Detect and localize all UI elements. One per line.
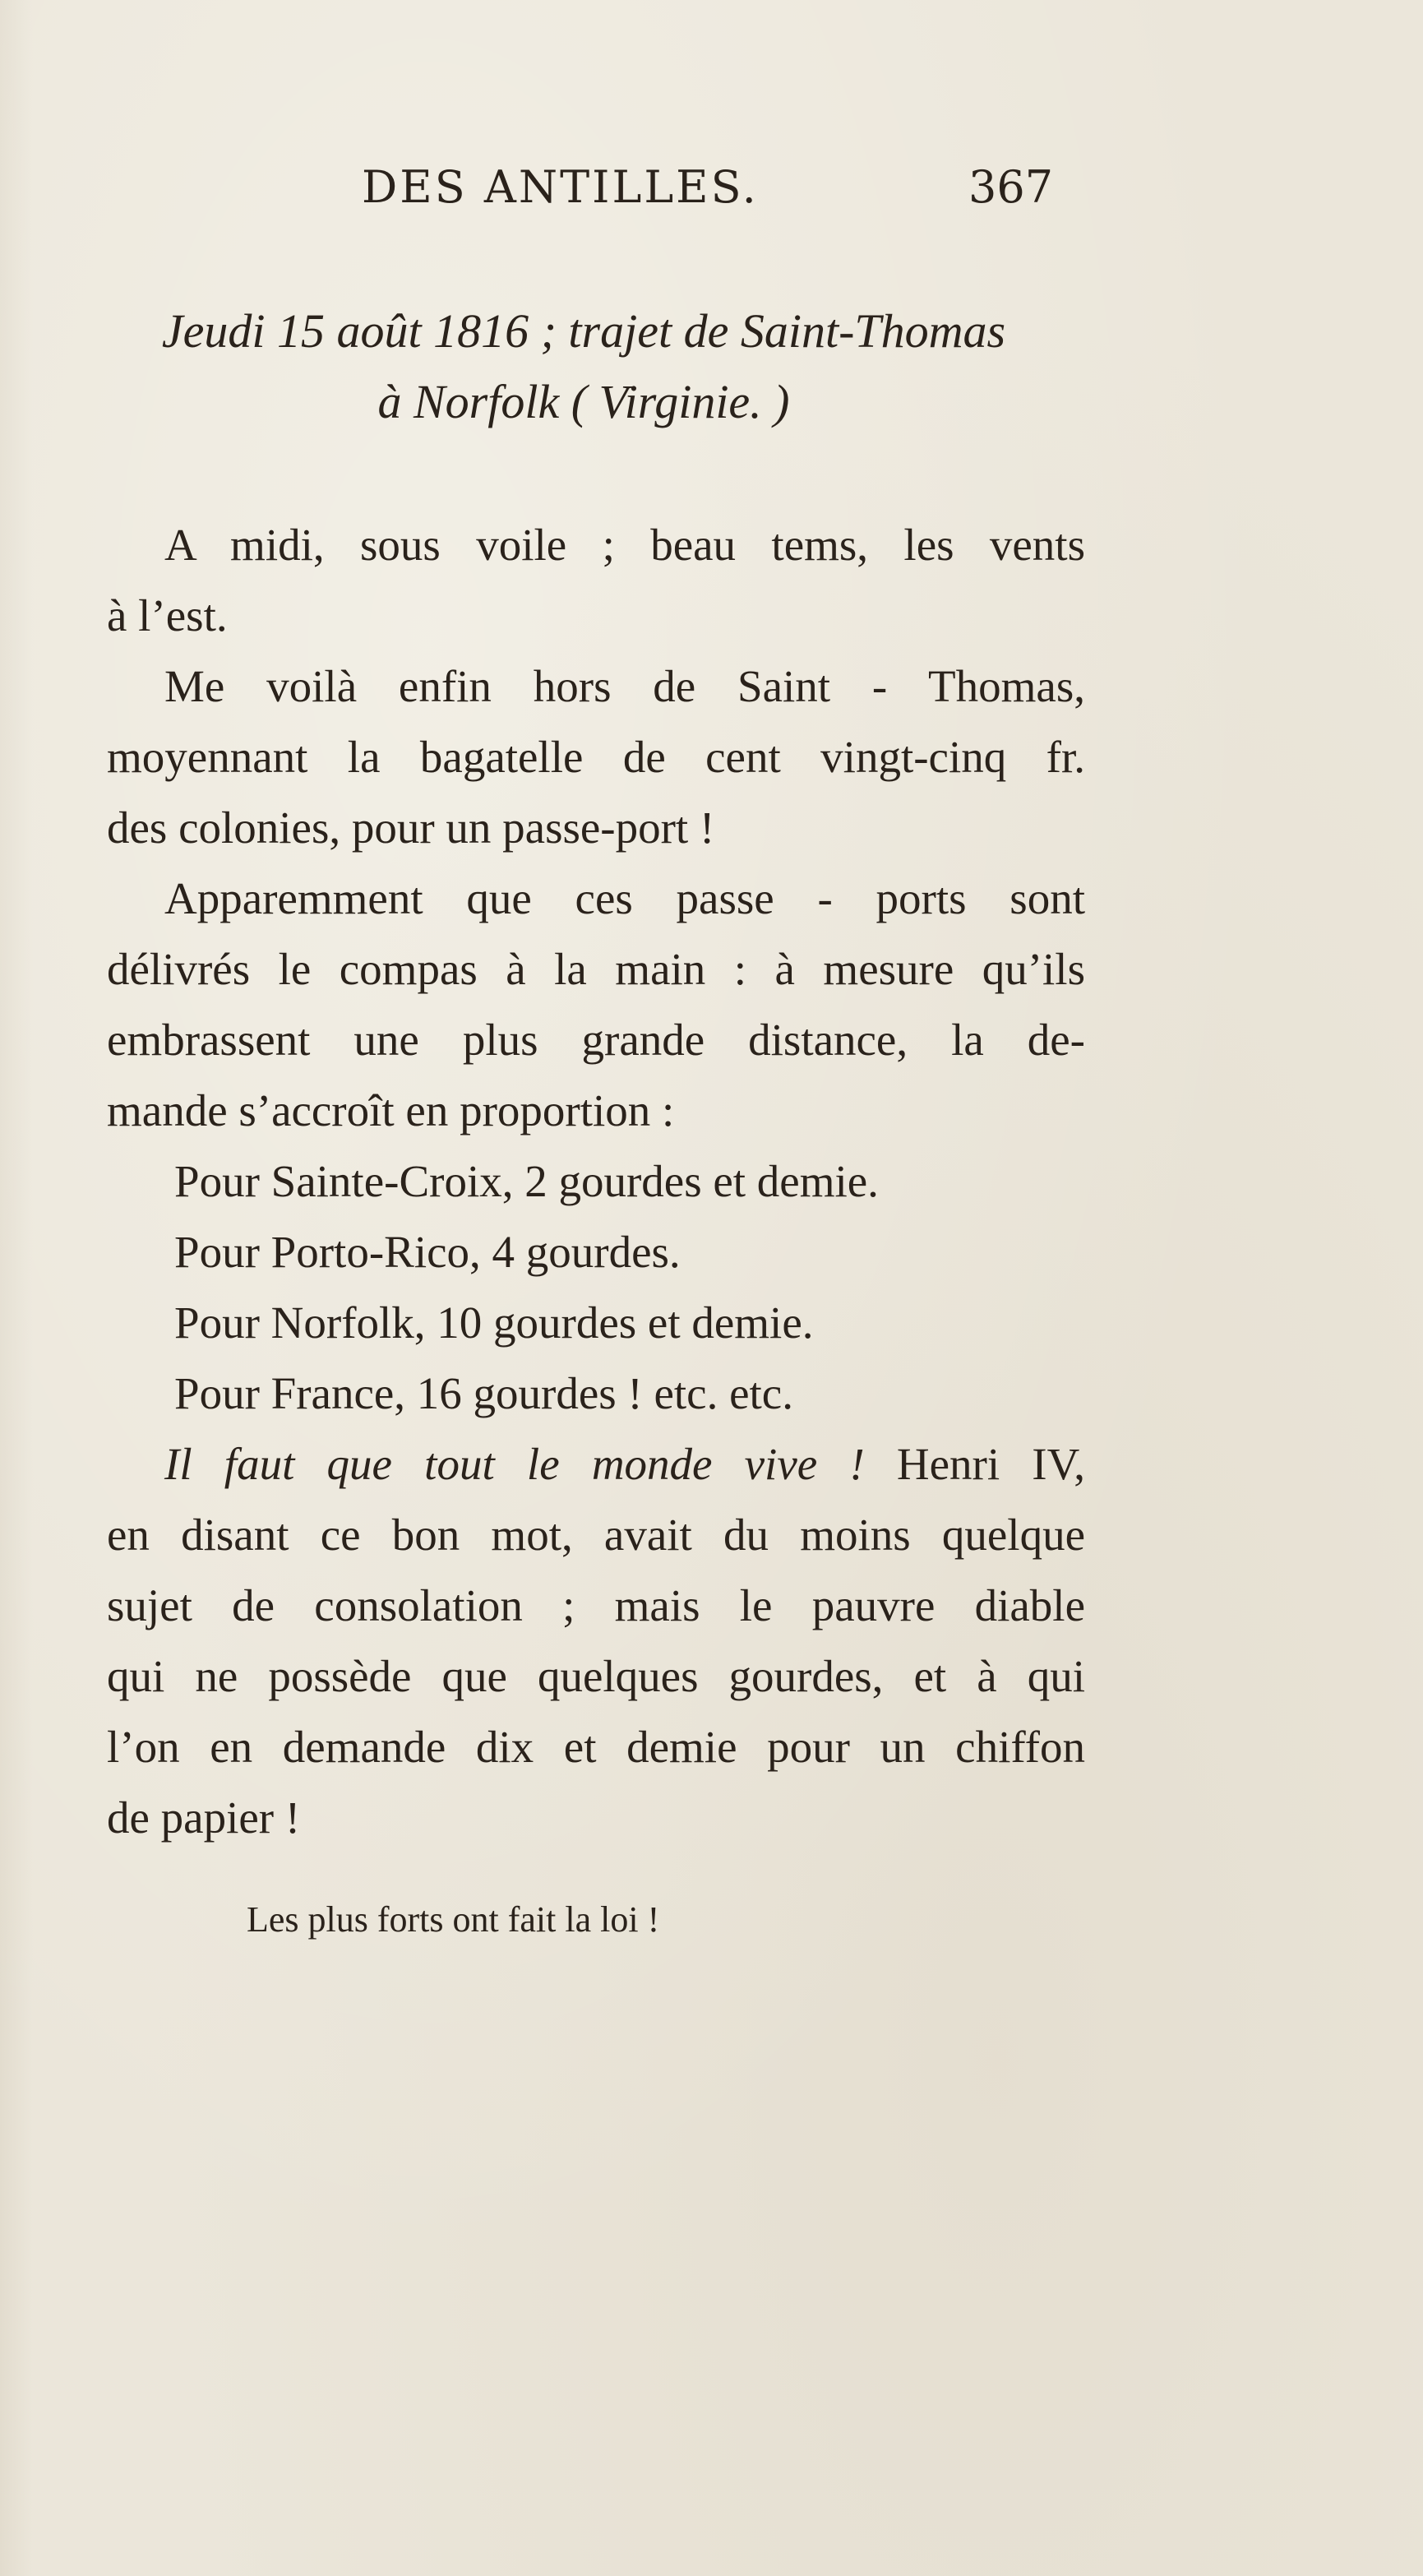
body-text [107, 510, 1085, 1853]
paragraph-line: embrassent une plus grande distance, la de- [107, 1015, 1085, 1065]
price-item: Pour Sainte-Croix, 2 gourdes et demie. [174, 1156, 879, 1206]
quotation-italic: Il faut que tout le monde vive ! [164, 1439, 865, 1489]
paragraph-line: qui ne possède que quelques gourdes, et à qui [107, 1651, 1085, 1701]
price-item: Pour France, 16 gourdes ! etc. etc. [174, 1368, 793, 1418]
paragraph-line [107, 1429, 1085, 1500]
price-item: Pour Norfolk, 10 gourdes et demie. [174, 1297, 814, 1348]
entry-heading-line: à Norfolk ( Virginie. ) [377, 375, 790, 428]
paragraph-line: Me voilà enfin hors de Saint - Thomas, [164, 661, 1085, 711]
paragraph-line: moyennant la bagatelle de cent vingt-cinq fr. [107, 732, 1085, 782]
paragraph-line: Apparemment que ces passe - ports sont [164, 873, 1085, 923]
price-item: Pour Porto-Rico, 4 gourdes. [174, 1227, 681, 1277]
paragraph-line: délivrés le compas à la main : à mesure qu’ils [107, 944, 1085, 994]
closing-motto: Les plus forts ont fait la loi ! [247, 1899, 660, 1940]
paragraph-line: A midi, sous voile ; beau tems, les vents [164, 520, 1085, 570]
paragraph-line: de papier ! [107, 1792, 301, 1843]
page-number: 367 [968, 161, 1054, 213]
page-header [362, 155, 1052, 220]
quotation-rest: Henri IV, [864, 1439, 1085, 1489]
paragraph-line: l’on en demande dix et demie pour un chiffon [107, 1722, 1085, 1772]
paragraph-line: sujet de consolation ; mais le pauvre diable [107, 1580, 1085, 1630]
paragraph-line: à l’est. [107, 590, 228, 641]
paragraph-line: des colonies, pour un passe-port ! [107, 802, 715, 853]
paragraph-line: en disant ce bon mot, avait du moins quelque [107, 1510, 1085, 1560]
entry-heading [99, 296, 1069, 437]
paragraph-line: mande s’accroît en proportion : [107, 1085, 675, 1135]
entry-heading-line: Jeudi 15 août 1816 ; trajet de Saint-Thomas [161, 304, 1006, 358]
running-title: DES ANTILLES. [362, 161, 759, 213]
